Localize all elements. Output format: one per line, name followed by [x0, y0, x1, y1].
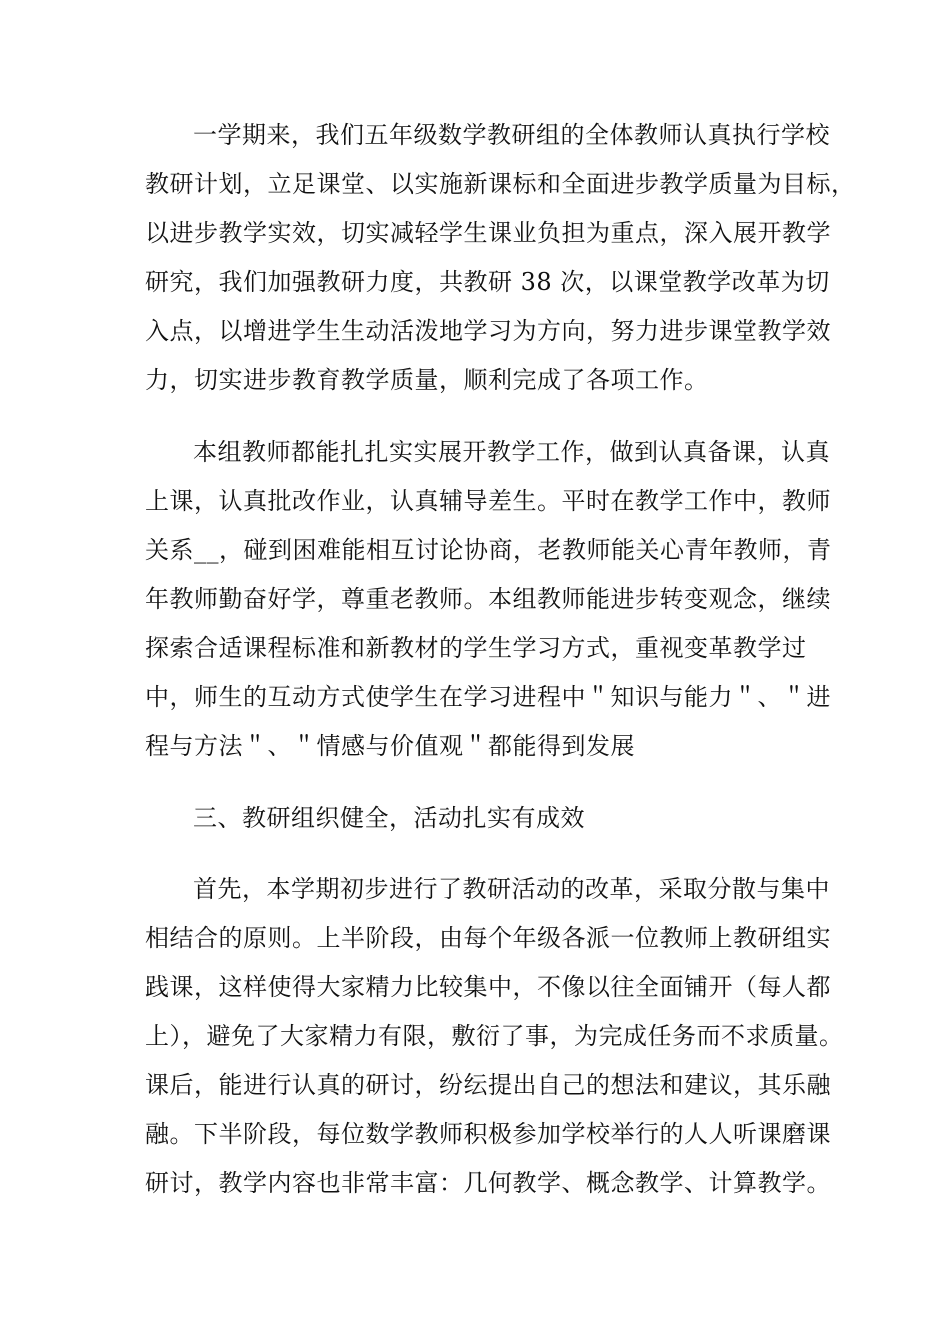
section-heading: 三、教研组织健全，活动扎实有成效 [193, 804, 585, 832]
paragraph-4-line-3: 践课，这样使得大家精力比较集中，不像以往全面铺开（每人都 [145, 973, 831, 1001]
paragraph-1-line-5: 入点，以增进学生生动活泼地学习为方向，努力进步课堂教学效 [145, 317, 831, 345]
paragraph-1-line-2: 教研计划，立足课堂、以实施新课标和全面进步教学质量为目标， [145, 170, 856, 198]
paragraph-2-line-1: 本组教师都能扎扎实实展开教学工作，做到认真备课，认真 [193, 438, 830, 466]
paragraph-4-line-6: 融。下半阶段，每位数学教师积极参加学校举行的人人听课磨课 [145, 1120, 831, 1148]
paragraph-4-line-7: 研讨，教学内容也非常丰富：几何教学、概念教学、计算教学。 [145, 1169, 831, 1197]
paragraph-2-line-3: 关系__，碰到困难能相互讨论协商，老教师能关心青年教师，青 [145, 536, 832, 564]
paragraph-4-line-4: 上），避免了大家精力有限，敷衍了事，为完成任务而不求质量。 [145, 1022, 844, 1050]
paragraph-4-line-1: 首先，本学期初步进行了教研活动的改革，采取分散与集中 [193, 875, 830, 903]
paragraph-2-line-5: 探索合适课程标准和新教材的学生学习方式，重视变革教学过 [145, 634, 807, 662]
paragraph-4-line-5: 课后，能进行认真的研讨，纷纭提出自己的想法和建议，其乐融 [145, 1071, 831, 1099]
paragraph-2-line-7: 程与方法＂、＂情感与价值观＂都能得到发展 [145, 732, 635, 760]
paragraph-1-line-4: 研究，我们加强教研力度，共教研 38 次，以课堂教学改革为切 [145, 268, 830, 296]
paragraph-1-line-6: 力，切实进步教育教学质量，顺利完成了各项工作。 [145, 366, 709, 394]
paragraph-2-line-6: 中，师生的互动方式使学生在学习进程中＂知识与能力＂、＂进 [145, 683, 831, 711]
paragraph-4-line-2: 相结合的原则。上半阶段，由每个年级各派一位教师上教研组实 [145, 924, 831, 952]
paragraph-2-line-2: 上课，认真批改作业，认真辅导差生。平时在教学工作中，教师 [145, 487, 831, 515]
paragraph-2-line-4: 年教师勤奋好学，尊重老教师。本组教师能进步转变观念，继续 [145, 585, 831, 613]
paragraph-1-line-1: 一学期来，我们五年级数学教研组的全体教师认真执行学校 [193, 121, 830, 149]
paragraph-1-line-3: 以进步教学实效，切实减轻学生课业负担为重点，深入展开教学 [145, 219, 831, 247]
